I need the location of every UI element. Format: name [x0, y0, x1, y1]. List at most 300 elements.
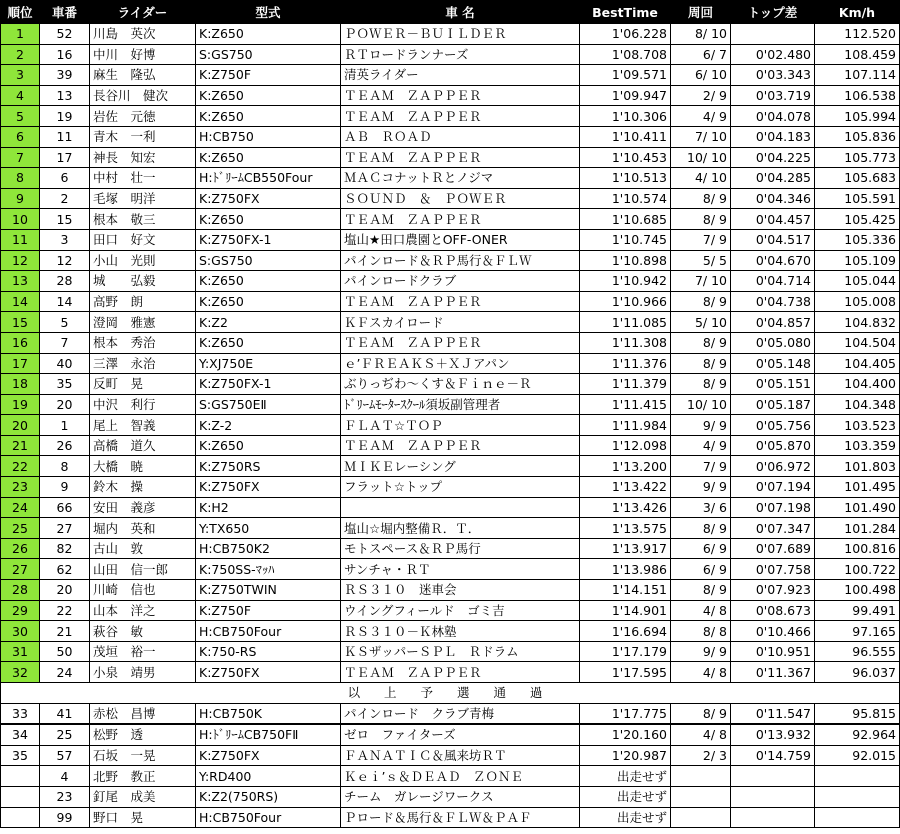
position-cell — [1, 766, 40, 787]
besttime-cell: 1'10.685 — [580, 209, 671, 230]
number-cell: 22 — [40, 600, 90, 621]
gap-cell — [731, 786, 815, 807]
number-cell: 5 — [40, 312, 90, 333]
gap-cell: 0'07.689 — [731, 538, 815, 559]
rider-cell: 松野 透 — [90, 724, 196, 745]
laps-cell: 10/ 10 — [671, 394, 731, 415]
laps-cell: 5/ 5 — [671, 250, 731, 271]
gap-cell: 0'05.148 — [731, 353, 815, 374]
rider-cell: 反町 晃 — [90, 374, 196, 395]
model-cell: K:Z650 — [196, 85, 341, 106]
table-row — [1, 497, 900, 518]
gap-cell: 0'05.870 — [731, 435, 815, 456]
table-row — [1, 662, 900, 683]
table-row — [1, 106, 900, 127]
team-cell: ＴＥＡＭ ＺＡＰＰＥＲ — [341, 209, 580, 230]
position-cell: 21 — [1, 435, 40, 456]
rider-cell: 尾上 智義 — [90, 415, 196, 436]
position-cell: 19 — [1, 394, 40, 415]
model-cell: H:CB750K — [196, 703, 341, 724]
besttime-cell: 1'13.200 — [580, 456, 671, 477]
number-cell: 3 — [40, 229, 90, 250]
besttime-cell: 1'20.987 — [580, 745, 671, 766]
team-cell: ゼロ ファイターズ — [341, 724, 580, 745]
number-cell: 1 — [40, 415, 90, 436]
team-cell: ＲＳ３１０ 迷車会 — [341, 580, 580, 601]
kmh-cell: 105.336 — [815, 229, 900, 250]
rider-cell: 北野 教正 — [90, 766, 196, 787]
number-cell: 66 — [40, 497, 90, 518]
model-cell: K:Z750F — [196, 600, 341, 621]
number-cell: 21 — [40, 621, 90, 642]
number-cell: 62 — [40, 559, 90, 580]
model-cell: H:ﾄﾞﾘｰﾑCB750FⅡ — [196, 724, 341, 745]
rider-cell: 小泉 靖男 — [90, 662, 196, 683]
besttime-cell: 1'14.901 — [580, 600, 671, 621]
kmh-cell: 104.400 — [815, 374, 900, 395]
model-cell: K:Z750FX — [196, 662, 341, 683]
kmh-cell — [815, 766, 900, 787]
besttime-cell: 1'10.411 — [580, 126, 671, 147]
team-cell: 塩山★田口農園とOFF-ONER — [341, 229, 580, 250]
besttime-cell: 1'10.306 — [580, 106, 671, 127]
table-row — [1, 312, 900, 333]
team-cell: ＴＥＡＭ ＺＡＰＰＥＲ — [341, 85, 580, 106]
team-cell: ＴＥＡＭ ＺＡＰＰＥＲ — [341, 332, 580, 353]
position-cell: 34 — [1, 724, 40, 745]
position-cell: 5 — [1, 106, 40, 127]
besttime-cell: 1'13.986 — [580, 559, 671, 580]
table-row — [1, 766, 900, 787]
model-cell: K:Z750TWIN — [196, 580, 341, 601]
kmh-cell: 105.425 — [815, 209, 900, 230]
position-cell: 16 — [1, 332, 40, 353]
team-cell: ｅ’ＦＲＥＡＫＳ＋ＸＪアパン — [341, 353, 580, 374]
team-cell: ＡＢ ＲＯＡＤ — [341, 126, 580, 147]
besttime-cell: 1'10.745 — [580, 229, 671, 250]
laps-cell: 6/ 9 — [671, 559, 731, 580]
table-row — [1, 271, 900, 292]
team-cell: パインロード クラブ青梅 — [341, 703, 580, 724]
position-cell: 15 — [1, 312, 40, 333]
number-cell: 26 — [40, 435, 90, 456]
model-cell: K:Z650 — [196, 291, 341, 312]
laps-cell: 7/ 9 — [671, 456, 731, 477]
number-cell: 39 — [40, 65, 90, 86]
laps-cell: 8/ 9 — [671, 703, 731, 724]
table-row — [1, 641, 900, 662]
kmh-cell: 95.815 — [815, 703, 900, 724]
laps-cell: 8/ 9 — [671, 353, 731, 374]
team-cell: ＫＳザッパーＳＰＬ Ｒドラム — [341, 641, 580, 662]
number-cell: 25 — [40, 724, 90, 745]
position-cell: 28 — [1, 580, 40, 601]
team-cell: ＴＥＡＭ ＺＡＰＰＥＲ — [341, 435, 580, 456]
table-row — [1, 621, 900, 642]
besttime-cell: 出走せず — [580, 786, 671, 807]
besttime-cell: 1'11.984 — [580, 415, 671, 436]
besttime-cell: 1'10.574 — [580, 188, 671, 209]
gap-cell: 0'05.756 — [731, 415, 815, 436]
gap-cell: 0'04.670 — [731, 250, 815, 271]
table-row — [1, 600, 900, 621]
model-cell: Y:RD400 — [196, 766, 341, 787]
rider-cell: 古山 敦 — [90, 538, 196, 559]
team-cell: ＴＥＡＭ ＺＡＰＰＥＲ — [341, 291, 580, 312]
model-cell: K:Z750RS — [196, 456, 341, 477]
gap-cell: 0'10.466 — [731, 621, 815, 642]
position-cell: 6 — [1, 126, 40, 147]
gap-cell — [731, 807, 815, 828]
rider-cell: 田口 好文 — [90, 229, 196, 250]
col-header-number: 車番 — [40, 1, 90, 24]
laps-cell: 4/ 9 — [671, 106, 731, 127]
team-cell: パインロード＆ＲＰ馬行＆ＦＬＷ — [341, 250, 580, 271]
qualification-separator-row — [1, 683, 900, 704]
position-cell: 20 — [1, 415, 40, 436]
rider-cell: 根本 秀治 — [90, 332, 196, 353]
kmh-cell: 104.348 — [815, 394, 900, 415]
model-cell: S:GS750 — [196, 250, 341, 271]
table-row — [1, 415, 900, 436]
besttime-cell: 1'17.775 — [580, 703, 671, 724]
laps-cell: 8/ 8 — [671, 621, 731, 642]
gap-cell: 0'13.932 — [731, 724, 815, 745]
model-cell: K:Z650 — [196, 24, 341, 45]
rider-cell: 鈴木 操 — [90, 477, 196, 498]
gap-cell: 0'05.187 — [731, 394, 815, 415]
table-row — [1, 724, 900, 745]
position-cell: 27 — [1, 559, 40, 580]
kmh-cell: 97.165 — [815, 621, 900, 642]
rider-cell: 神長 知宏 — [90, 147, 196, 168]
number-cell: 52 — [40, 24, 90, 45]
table-row — [1, 209, 900, 230]
gap-cell: 0'08.673 — [731, 600, 815, 621]
position-cell — [1, 807, 40, 828]
table-row — [1, 477, 900, 498]
team-cell: Ｐロード＆馬行＆ＦＬＷ＆ＰＡＦ — [341, 807, 580, 828]
team-cell: ﾄﾞﾘｰﾑﾓｰﾀｰｽｸｰﾙ須坂副管理者 — [341, 394, 580, 415]
team-cell: パインロードクラブ — [341, 271, 580, 292]
table-row — [1, 353, 900, 374]
model-cell: H:CB750Four — [196, 807, 341, 828]
gap-cell: 0'04.738 — [731, 291, 815, 312]
team-cell — [341, 497, 580, 518]
laps-cell: 6/ 9 — [671, 538, 731, 559]
position-cell: 32 — [1, 662, 40, 683]
besttime-cell: 1'14.151 — [580, 580, 671, 601]
besttime-cell: 1'10.453 — [580, 147, 671, 168]
team-cell: 塩山☆堀内整備Ｒ．Ｔ． — [341, 518, 580, 539]
model-cell: K:Z750FX — [196, 745, 341, 766]
model-cell: Y:XJ750E — [196, 353, 341, 374]
col-header-rider: ライダー — [90, 1, 196, 24]
table-row — [1, 703, 900, 724]
kmh-cell: 105.109 — [815, 250, 900, 271]
number-cell: 8 — [40, 456, 90, 477]
gap-cell: 0'10.951 — [731, 641, 815, 662]
rider-cell: 山田 信一郎 — [90, 559, 196, 580]
model-cell: K:H2 — [196, 497, 341, 518]
qualified-rows — [1, 24, 900, 683]
model-cell: K:Z750FX — [196, 477, 341, 498]
laps-cell: 7/ 10 — [671, 126, 731, 147]
number-cell: 40 — [40, 353, 90, 374]
number-cell: 99 — [40, 807, 90, 828]
gap-cell: 0'07.758 — [731, 559, 815, 580]
besttime-cell: 1'17.179 — [580, 641, 671, 662]
number-cell: 50 — [40, 641, 90, 662]
gap-cell: 0'05.151 — [731, 374, 815, 395]
kmh-cell: 100.722 — [815, 559, 900, 580]
gap-cell: 0'05.080 — [731, 332, 815, 353]
model-cell: S:GS750 — [196, 44, 341, 65]
number-cell: 19 — [40, 106, 90, 127]
table-row — [1, 229, 900, 250]
table-row — [1, 786, 900, 807]
laps-cell — [671, 766, 731, 787]
rider-cell: 青木 一利 — [90, 126, 196, 147]
rider-cell: 山本 洋之 — [90, 600, 196, 621]
besttime-cell: 1'08.708 — [580, 44, 671, 65]
kmh-cell: 105.773 — [815, 147, 900, 168]
laps-cell: 4/ 8 — [671, 600, 731, 621]
rider-cell: 中村 壮一 — [90, 168, 196, 189]
laps-cell: 6/ 10 — [671, 65, 731, 86]
kmh-cell: 92.964 — [815, 724, 900, 745]
rider-cell: 岩佐 元徳 — [90, 106, 196, 127]
position-cell: 33 — [1, 703, 40, 724]
model-cell: K:750-RS — [196, 641, 341, 662]
rider-cell: 堀内 英和 — [90, 518, 196, 539]
laps-cell: 8/ 10 — [671, 24, 731, 45]
table-row — [1, 807, 900, 828]
team-cell: ＦＬＡＴ☆ＴＯＰ — [341, 415, 580, 436]
col-header-besttime: BestTime — [580, 1, 671, 24]
col-header-position: 順位 — [1, 1, 40, 24]
gap-cell: 0'04.285 — [731, 168, 815, 189]
position-cell: 2 — [1, 44, 40, 65]
laps-cell: 5/ 10 — [671, 312, 731, 333]
number-cell: 35 — [40, 374, 90, 395]
besttime-cell: 1'11.415 — [580, 394, 671, 415]
besttime-cell: 1'11.308 — [580, 332, 671, 353]
team-cell: ＭＩＫＥレーシング — [341, 456, 580, 477]
besttime-cell: 1'13.422 — [580, 477, 671, 498]
table-row — [1, 332, 900, 353]
number-cell: 14 — [40, 291, 90, 312]
number-cell: 82 — [40, 538, 90, 559]
model-cell: K:Z750FX-1 — [196, 229, 341, 250]
kmh-cell: 105.044 — [815, 271, 900, 292]
position-cell: 24 — [1, 497, 40, 518]
besttime-cell: 1'13.426 — [580, 497, 671, 518]
laps-cell: 8/ 9 — [671, 374, 731, 395]
laps-cell: 8/ 9 — [671, 518, 731, 539]
team-cell: ＭＡＣコナットＲとノジマ — [341, 168, 580, 189]
team-cell: ＴＥＡＭ ＺＡＰＰＥＲ — [341, 662, 580, 683]
table-row — [1, 65, 900, 86]
kmh-cell: 92.015 — [815, 745, 900, 766]
kmh-cell: 108.459 — [815, 44, 900, 65]
position-cell: 7 — [1, 147, 40, 168]
gap-cell: 0'07.194 — [731, 477, 815, 498]
laps-cell: 8/ 9 — [671, 332, 731, 353]
team-cell: ＲＳ３１０－Ｋ林塾 — [341, 621, 580, 642]
kmh-cell: 101.284 — [815, 518, 900, 539]
table-row — [1, 580, 900, 601]
gap-cell: 0'04.857 — [731, 312, 815, 333]
col-header-team: 車 名 — [341, 1, 580, 24]
rider-cell: 根本 敬三 — [90, 209, 196, 230]
kmh-cell: 96.037 — [815, 662, 900, 683]
header-row — [1, 1, 900, 24]
gap-cell: 0'11.547 — [731, 703, 815, 724]
gap-cell: 0'03.343 — [731, 65, 815, 86]
kmh-cell: 101.490 — [815, 497, 900, 518]
position-cell: 11 — [1, 229, 40, 250]
kmh-cell: 104.405 — [815, 353, 900, 374]
laps-cell: 9/ 9 — [671, 641, 731, 662]
model-cell: H:CB750K2 — [196, 538, 341, 559]
besttime-cell: 1'16.694 — [580, 621, 671, 642]
gap-cell: 0'06.972 — [731, 456, 815, 477]
rider-cell: 川島 英次 — [90, 24, 196, 45]
model-cell: K:Z650 — [196, 106, 341, 127]
table-row — [1, 24, 900, 45]
rider-cell: 大橋 暁 — [90, 456, 196, 477]
kmh-cell: 99.491 — [815, 600, 900, 621]
laps-cell: 2/ 9 — [671, 85, 731, 106]
laps-cell: 4/ 10 — [671, 168, 731, 189]
position-cell: 17 — [1, 353, 40, 374]
laps-cell: 8/ 9 — [671, 580, 731, 601]
table-row — [1, 168, 900, 189]
besttime-cell: 1'10.966 — [580, 291, 671, 312]
number-cell: 17 — [40, 147, 90, 168]
col-header-model: 型式 — [196, 1, 341, 24]
kmh-cell: 107.114 — [815, 65, 900, 86]
model-cell: H:CB750Four — [196, 621, 341, 642]
position-cell: 14 — [1, 291, 40, 312]
laps-cell: 4/ 9 — [671, 435, 731, 456]
kmh-cell: 100.816 — [815, 538, 900, 559]
gap-cell: 0'04.346 — [731, 188, 815, 209]
team-cell: サンチャ・ＲＴ — [341, 559, 580, 580]
rider-cell: 中沢 利行 — [90, 394, 196, 415]
position-cell: 10 — [1, 209, 40, 230]
besttime-cell: 1'09.947 — [580, 85, 671, 106]
kmh-cell: 101.803 — [815, 456, 900, 477]
team-cell: ＫＦスカイロード — [341, 312, 580, 333]
besttime-cell: 1'11.376 — [580, 353, 671, 374]
table-row — [1, 538, 900, 559]
kmh-cell: 100.498 — [815, 580, 900, 601]
kmh-cell: 105.994 — [815, 106, 900, 127]
number-cell: 12 — [40, 250, 90, 271]
position-cell: 31 — [1, 641, 40, 662]
gap-cell: 0'02.480 — [731, 44, 815, 65]
rider-cell: 茂垣 裕一 — [90, 641, 196, 662]
gap-cell: 0'04.517 — [731, 229, 815, 250]
rider-cell: 川崎 信也 — [90, 580, 196, 601]
besttime-cell: 1'11.379 — [580, 374, 671, 395]
gap-cell: 0'11.367 — [731, 662, 815, 683]
laps-cell: 3/ 6 — [671, 497, 731, 518]
besttime-cell: 出走せず — [580, 766, 671, 787]
non-qualified-rows — [1, 703, 900, 828]
number-cell: 16 — [40, 44, 90, 65]
rider-cell: 野口 晃 — [90, 807, 196, 828]
position-cell: 12 — [1, 250, 40, 271]
model-cell: Y:TX650 — [196, 518, 341, 539]
model-cell: K:Z750F — [196, 65, 341, 86]
rider-cell: 高橋 道久 — [90, 435, 196, 456]
position-cell: 9 — [1, 188, 40, 209]
kmh-cell: 112.520 — [815, 24, 900, 45]
table-row — [1, 745, 900, 766]
table-row — [1, 291, 900, 312]
number-cell: 9 — [40, 477, 90, 498]
team-cell: ＲＴロードランナーズ — [341, 44, 580, 65]
position-cell: 35 — [1, 745, 40, 766]
table-row — [1, 85, 900, 106]
besttime-cell: 1'10.942 — [580, 271, 671, 292]
rider-cell: 澄岡 雅憲 — [90, 312, 196, 333]
team-cell: ＳＯＵＮＤ ＆ ＰＯＷＥＲ — [341, 188, 580, 209]
rider-cell: 赤松 昌博 — [90, 703, 196, 724]
laps-cell: 7/ 9 — [671, 229, 731, 250]
number-cell: 13 — [40, 85, 90, 106]
number-cell: 2 — [40, 188, 90, 209]
table-row — [1, 394, 900, 415]
model-cell: S:GS750EⅡ — [196, 394, 341, 415]
position-cell — [1, 786, 40, 807]
rider-cell: 麻生 隆弘 — [90, 65, 196, 86]
model-cell: K:Z2 — [196, 312, 341, 333]
gap-cell: 0'04.183 — [731, 126, 815, 147]
number-cell: 24 — [40, 662, 90, 683]
number-cell: 6 — [40, 168, 90, 189]
team-cell: ＦＡＮＡＴＩＣ＆風来坊ＲＴ — [341, 745, 580, 766]
rider-cell: 毛塚 明洋 — [90, 188, 196, 209]
position-cell: 1 — [1, 24, 40, 45]
number-cell: 23 — [40, 786, 90, 807]
number-cell: 15 — [40, 209, 90, 230]
gap-cell: 0'04.457 — [731, 209, 815, 230]
col-header-kmh: Km/h — [815, 1, 900, 24]
number-cell: 57 — [40, 745, 90, 766]
kmh-cell — [815, 786, 900, 807]
number-cell: 20 — [40, 580, 90, 601]
model-cell: K:Z750FX — [196, 188, 341, 209]
rider-cell: 長谷川 健次 — [90, 85, 196, 106]
team-cell: チーム ガレージワークス — [341, 786, 580, 807]
kmh-cell — [815, 807, 900, 828]
model-cell: K:Z-2 — [196, 415, 341, 436]
laps-cell: 6/ 7 — [671, 44, 731, 65]
team-cell: ＴＥＡＭ ＺＡＰＰＥＲ — [341, 147, 580, 168]
col-header-laps: 周回 — [671, 1, 731, 24]
gap-cell — [731, 24, 815, 45]
team-cell: ＴＥＡＭ ＺＡＰＰＥＲ — [341, 106, 580, 127]
gap-cell: 0'07.347 — [731, 518, 815, 539]
model-cell: H:CB750 — [196, 126, 341, 147]
position-cell: 18 — [1, 374, 40, 395]
laps-cell: 10/ 10 — [671, 147, 731, 168]
team-cell: フラット☆トップ — [341, 477, 580, 498]
